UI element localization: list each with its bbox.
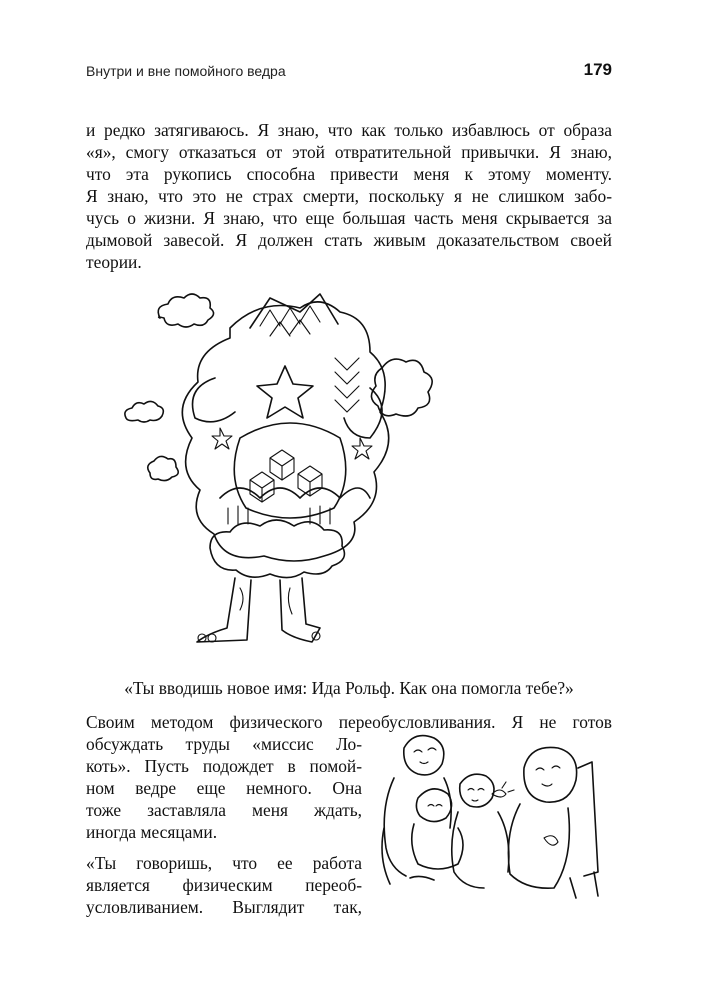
running-title: Внутри и вне помойного ведра	[86, 63, 286, 79]
text-line: и редко затягиваюсь. Я знаю, что как только избавлюсь от образа	[86, 120, 612, 140]
text-line: тоже заставляла меня ждать,	[86, 800, 362, 820]
text-line: что эта рукопись способна привести меня к этому моменту.	[86, 164, 612, 184]
text-line: условливанием. Выглядит так,	[86, 897, 362, 917]
text-line: Я знаю, что это не страх смерти, поскольку я не слишком забо-	[86, 186, 612, 206]
text-line: Своим методом физического переобусловливания. Я не готов	[86, 712, 612, 732]
text-line: теории.	[86, 252, 142, 272]
text-line: ном ведре еще немного. Она	[86, 778, 362, 798]
figure-illustration	[120, 288, 450, 650]
text-line: чусь о жизни. Я знаю, что еще большая часть меня скрывается за	[86, 208, 612, 228]
text-line: «я», смогу отказаться от этой отвратительной привычки. Я знаю,	[86, 142, 612, 162]
page-number: 179	[583, 60, 612, 79]
question-1: «Ты вводишь новое имя: Ида Рольф. Как она помогла тебе?»	[124, 678, 574, 698]
seated-figures-illustration	[374, 728, 614, 900]
text-line: является физическим переоб-	[86, 875, 362, 895]
text-line: коть». Пусть подождет в помой-	[86, 756, 362, 776]
text-line: «Ты говоришь, что ее работа	[86, 853, 362, 873]
text-line: дымовой завесой. Я должен стать живым доказательством своей	[86, 230, 612, 250]
text-line: иногда месяцами.	[86, 822, 218, 842]
text-line: обсуждать труды «миссис Ло-	[86, 734, 362, 754]
